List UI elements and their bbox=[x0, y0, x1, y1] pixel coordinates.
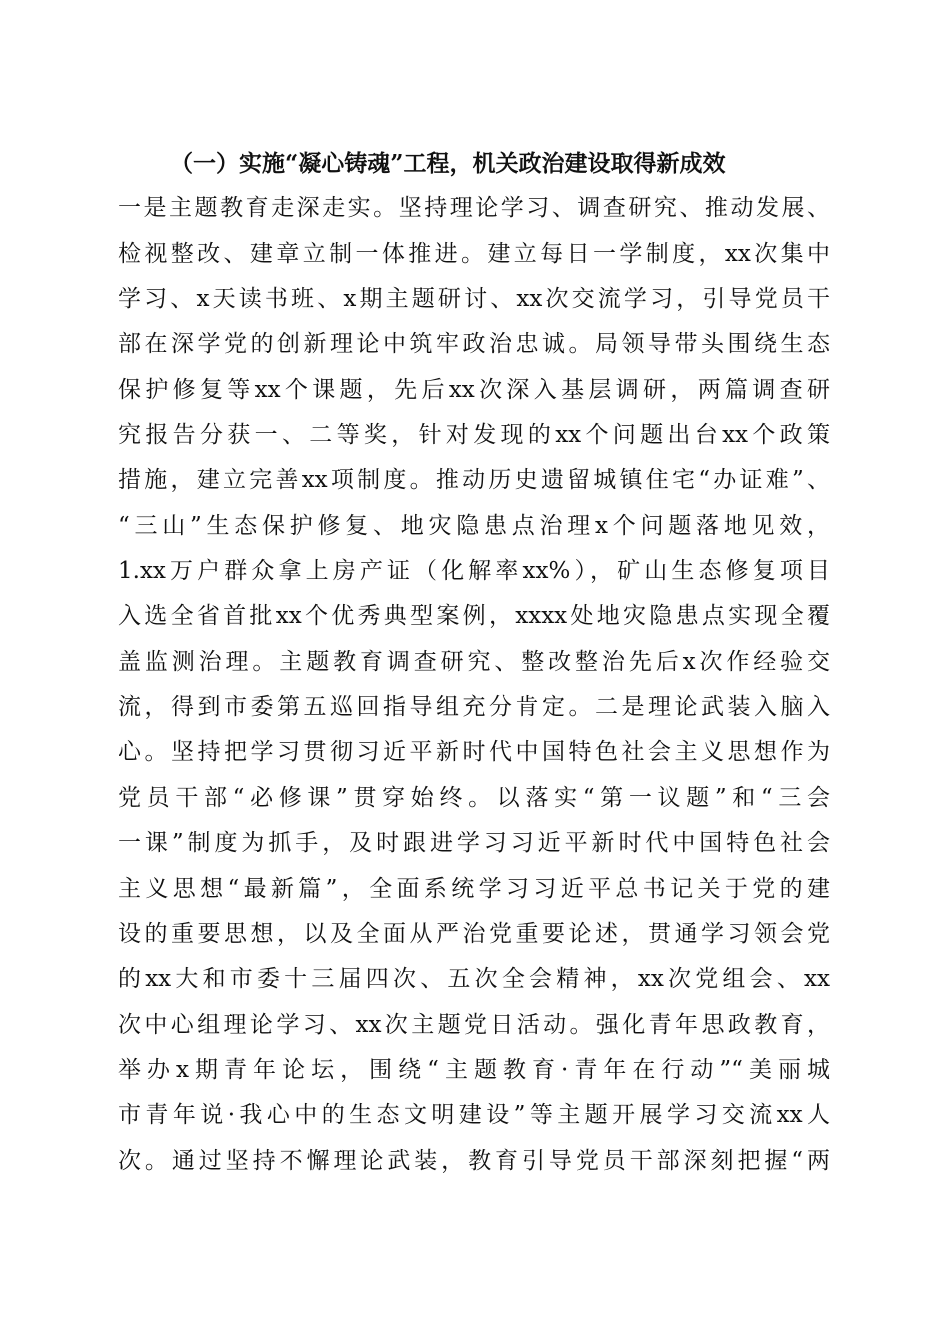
text-line: 检视整改、建章立制一体推进。建立每日一学制度，xx次集中 bbox=[118, 240, 830, 267]
text-line: 举办x期青年论坛，围绕“主题教育·青年在行动”“美丽城 bbox=[118, 1056, 830, 1083]
body-text bbox=[118, 141, 830, 1184]
text-line: 一是主题教育走深走实。坚持理论学习、调查研究、推动发展、 bbox=[118, 195, 830, 222]
text-line: 保护修复等xx个课题，先后xx次深入基层调研，两篇调查研 bbox=[118, 376, 830, 403]
text-line: 学习、x天读书班、x期主题研讨、xx次交流学习，引导党员干 bbox=[118, 286, 830, 313]
text-line: 心。坚持把学习贯彻习近平新时代中国特色社会主义思想作为 bbox=[118, 739, 830, 766]
text-line: 次。通过坚持不懈理论武装，教育引导党员干部深刻把握“两 bbox=[118, 1147, 830, 1174]
text-line: “三山”生态保护修复、地灾隐患点治理x个问题落地见效， bbox=[118, 512, 830, 539]
text-line: 设的重要思想，以及全面从严治党重要论述，贯通学习领会党 bbox=[118, 920, 830, 947]
text-line: 次中心组理论学习、xx次主题党日活动。强化青年思政教育， bbox=[118, 1011, 830, 1038]
text-line: 党员干部“必修课”贯穿始终。以落实“第一议题”和“三会 bbox=[118, 784, 830, 811]
text-line: 入选全省首批xx个优秀典型案例，xxxx处地灾隐患点实现全覆 bbox=[118, 603, 830, 630]
text-line: 措施，建立完善xx项制度。推动历史遗留城镇住宅“办证难”、 bbox=[118, 467, 830, 494]
text-line: 一课”制度为抓手，及时跟进学习习近平新时代中国特色社会 bbox=[118, 830, 830, 857]
section-heading: （一）实施“凝心铸魂”工程，机关政治建设取得新成效 bbox=[170, 150, 726, 177]
text-line: 市青年说·我心中的生态文明建设”等主题开展学习交流xx人 bbox=[118, 1102, 830, 1129]
text-line: 盖监测治理。主题教育调查研究、整改整治先后x次作经验交 bbox=[118, 648, 830, 675]
text-line: 主义思想“最新篇”，全面系统学习习近平总书记关于党的建 bbox=[118, 875, 830, 902]
text-line: 的xx大和市委十三届四次、五次全会精神，xx次党组会、xx bbox=[118, 966, 830, 993]
text-line: 1.xx万户群众拿上房产证（化解率xx%），矿山生态修复项目 bbox=[118, 558, 830, 585]
text-line: 流，得到市委第五巡回指导组充分肯定。二是理论武装入脑入 bbox=[118, 694, 830, 721]
text-line: 部在深学党的创新理论中筑牢政治忠诚。局领导带头围绕生态 bbox=[118, 331, 830, 358]
text-line: 究报告分获一、二等奖，针对发现的xx个问题出台xx个政策 bbox=[118, 422, 830, 449]
